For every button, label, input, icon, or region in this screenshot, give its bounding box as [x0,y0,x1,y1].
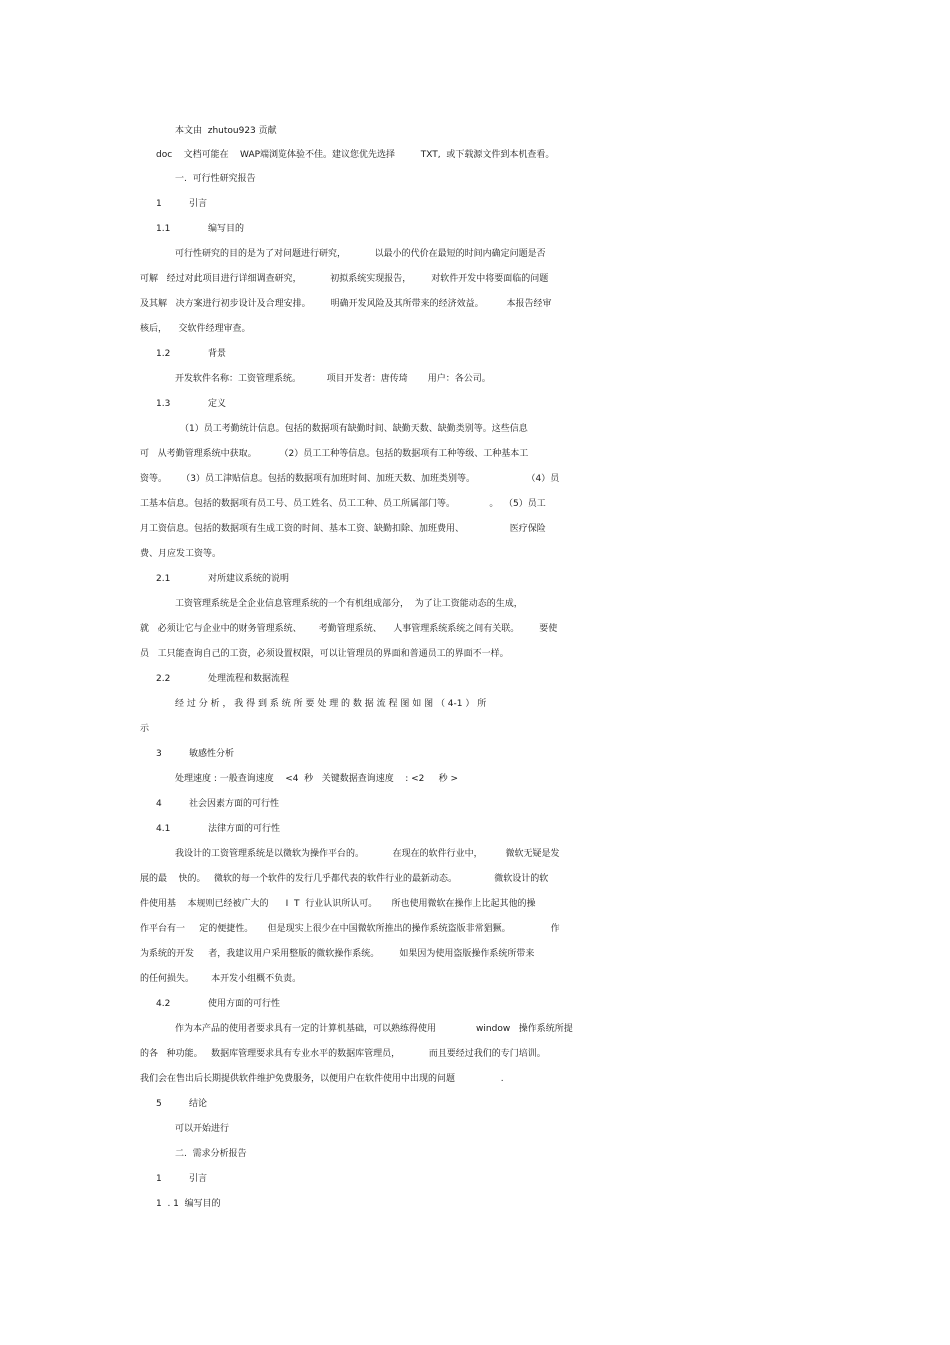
section-heading: 4.1 法律方面的可行性 [156,824,281,834]
section-heading: 2.1 对所建议系统的说明 [156,574,290,584]
section-heading: 1 引言 [156,199,208,209]
paragraph-line: 为系统的开发 者，我建议用户采用整版的微软操作系统。 如果因为使用盗版操作系统所带来 [140,949,535,959]
paragraph-line: 费、月应发工资等。 [140,549,222,559]
paragraph-line: 及其解 决方案进行初步设计及合理安排。 明确开发风险及其所带来的经济效益。 本报告经审 [140,299,552,309]
paragraph-line: 可解 经过对此项目进行详细调查研究， 初拟系统实现报告， 对软件开发中将要面临的问题 [140,274,549,284]
paragraph-line: 的各 种功能。 数据库管理要求具有专业水平的数据库管理员， 而且要经过我们的专门培训。 [140,1049,546,1059]
section-heading: 1.2 背景 [156,349,227,359]
paragraph-line: 员 工只能查询自己的工资，必须设置权限，可以让管理员的界面和普通员工的界面不一样。 [140,649,509,659]
paragraph-line: 作平台有一 定的便捷性。 但是现实上很少在中国微软所推出的操作系统盗版非常猖獗。 作 [140,924,560,934]
paragraph-line: 开发软件名称：工资管理系统。 项目开发者：唐传琦 用户：各公司。 [175,374,491,384]
section-heading: 4.2 使用方面的可行性 [156,999,281,1009]
paragraph-line: 经 过 分 析 ， 我 得 到 系 统 所 要 处 理 的 数 据 流 程 图 如 图 （ 4-1 ） 所 [175,699,487,709]
paragraph-line: 我设计的工资管理系统是以微软为操作平台的。 在现在的软件行业中， 微软无疑是发 [175,849,560,859]
paragraph-line: 我们会在售出后长期提供软件维护免费服务，以便用户在软件使用中出现的问题 . [140,1074,504,1084]
paragraph-line: 可行性研究的目的是为了对问题进行研究， 以最小的代价在最短的时间内确定问题是否 [175,249,546,259]
paragraph-line: 处理速度 : 一般查询速度 <4 秒 关键数据查询速度 : <2 秒 > [175,774,459,784]
contributor-line: 本文由 zhutou923 贡献 [175,126,277,136]
section-heading: 5 结论 [156,1099,208,1109]
paragraph-line: 件使用基 本规则已经被广大的 I T 行业认识所认可。 所也使用微软在操作上比起其他的操 [140,899,536,909]
format-notice: doc 文档可能在 WAP端浏览体验不佳。建议您优先选择 TXT, 或下载源文件到本机查看。 [156,150,555,160]
section-heading: 4 社会因素方面的可行性 [156,799,280,809]
paragraph-line: 核后， 交软件经理审查。 [140,324,251,334]
paragraph-line: 月工资信息。包括的数据项有生成工资的时间、基本工资、缺勤扣除、加班费用、 医疗保险 [140,524,546,534]
part-heading: 二. 需求分析报告 [175,1149,247,1159]
paragraph-line: 可 从考勤管理系统中获取。 （2）员工工种等信息。包括的数据项有工种等级、工种基本工 [140,449,529,459]
paragraph-line: 就 必须让它与企业中的财务管理系统、 考勤管理系统、 人事管理系统系统之间有关联。 要使 [140,624,558,634]
section-heading: 1 引言 [156,1174,208,1184]
paragraph-line: 展的最 快的。 微软的每一个软件的发行几乎都代表的软件行业的最新动态。 微软设计的软 [140,874,549,884]
paragraph-line: 工基本信息。包括的数据项有员工号、员工姓名、员工工种、员工所属部门等。 。 （5）员工 [140,499,546,509]
section-heading: 3 敏感性分析 [156,749,235,759]
paragraph-line: 可以开始进行 [175,1124,230,1134]
paragraph-line: 资等。 （3）员工津贴信息。包括的数据项有加班时间、加班天数、加班类别等。 （4）员 [140,474,560,484]
paragraph-line: 示 [140,724,150,734]
section-heading: 2.2 处理流程和数据流程 [156,674,290,684]
section-heading: 1.3 定义 [156,399,227,409]
paragraph-line: （1）员工考勤统计信息。包括的数据项有缺勤时间、缺勤天数、缺勤类别等。这些信息 [180,424,528,434]
paragraph-line: 工资管理系统是全企业信息管理系统的一个有机组成部分， 为了让工资能动态的生成， [175,599,523,609]
section-heading: 1 . 1 编写目的 [156,1199,221,1209]
paragraph-line: 作为本产品的使用者要求具有一定的计算机基础，可以熟练得使用 window 操作系统所提 [175,1024,573,1034]
paragraph-line: 的任何损失。 本开发小组概不负责。 [140,974,302,984]
section-heading: 1.1 编写目的 [156,224,245,234]
part-heading: 一. 可行性研究报告 [175,174,256,184]
